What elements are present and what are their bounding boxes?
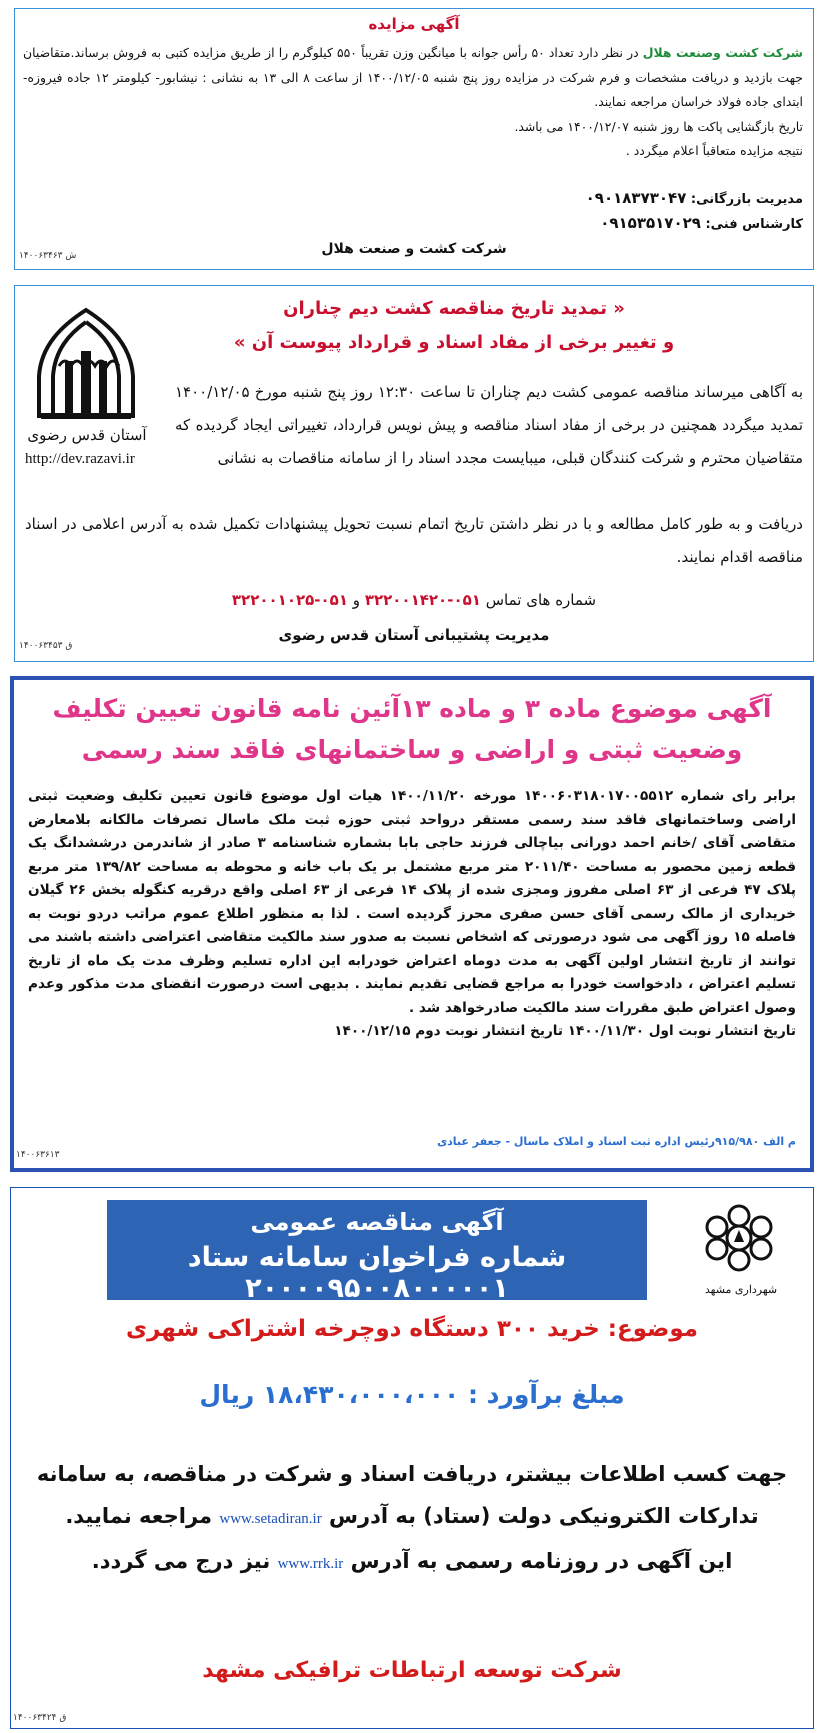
land-registration-headline-2: وضعیت ثبتی و اراضی و ساختمانهای فاقد سند رسمی bbox=[81, 735, 743, 764]
public-tender-banner-number: شماره فراخوان سامانه ستاد ۲۰۰۰۰۹۵۰۰۸۰۰۰۰۰۱ bbox=[187, 1242, 567, 1304]
phones-and: و bbox=[352, 591, 361, 609]
land-registration-signature: م الف ۹۱۵/۹۸۰رئیس اداره ثبت اسناد و املاک ماسال - جعفر عبادی bbox=[437, 1135, 796, 1148]
phone-1: ۰۵۱-۳۲۲۰۰۱۴۲۰ bbox=[364, 591, 481, 609]
tender-extension-body-2: دریافت و به طور کامل مطالعه و با در نظر داشتن تاریخ اتمام نسبت تحویل پیشنهادات تکمیل شده به آدرس اعلامی در اسناد مناقصه اقدام نمایند. bbox=[25, 515, 803, 566]
tender-extension-phones bbox=[25, 591, 803, 609]
public-tender-signature: شرکت توسعه ارتباطات ترافیکی مشهد bbox=[202, 1658, 622, 1683]
phone-2: ۰۵۱-۳۲۲۰۰۱۰۲۵ bbox=[231, 591, 348, 609]
technical-phone: ۰۹۱۵۳۵۱۷۰۲۹ bbox=[600, 214, 701, 232]
land-registration-dates: تاریخ انتشار نوبت اول ۱۴۰۰/۱۱/۳۰ تاریخ انتشار نوبت دوم ۱۴۰۰/۱۲/۱۵ bbox=[334, 1023, 796, 1039]
land-registration-body bbox=[28, 785, 796, 1044]
auction-ad bbox=[14, 8, 814, 270]
phones-label: شماره های تماس bbox=[485, 591, 597, 609]
public-tender-line-3 bbox=[25, 1540, 799, 1585]
auction-ad-title: آگهی مزایده bbox=[368, 15, 460, 33]
technical-label: کارشناس فنی: bbox=[705, 217, 803, 232]
auction-ad-deadline: تاریخ بازگشایی پاکت ها روز شنبه ۱۴۰۰/۱۲/۰۷ می باشد. bbox=[514, 118, 803, 134]
public-tender-code: ق ۱۴۰۰۶۳۴۲۴ bbox=[13, 1713, 67, 1723]
auction-ad-body bbox=[23, 41, 803, 164]
tender-extension-code: ق ۱۴۰۰۶۳۴۵۳ bbox=[19, 641, 73, 651]
mashhad-municipality-logo-text: شهرداری مشهد bbox=[704, 1283, 778, 1296]
tender-extension-body bbox=[175, 376, 803, 475]
commercial-phone: ۰۹۰۱۸۳۷۳۰۴۷ bbox=[585, 189, 687, 207]
auction-ad-result: نتیجه مزایده متعاقباً اعلام میگردد . bbox=[625, 143, 803, 158]
auction-ad-commercial bbox=[586, 189, 803, 207]
land-registration-text: برابر رای شماره ۱۴۰۰۶۰۳۱۸۰۱۷۰۰۵۵۱۲ مورخه ۱۴۰۰/۱۱/۲۰ هیات اول موضوع قانون تعیین تکلیف وضعیت ثبتی اراضی وساختمانهای فاقد سند رسمی مستقر درواحد ثبتی حوزه ثبت ملک ماسال تصرفات مالکانه بلامعارض متقاضی آقای /خانم احمد دورانی بیاچالی فرزند حاجی بابا بشماره شناسنامه ۳ صادر از شاندرمن درششدانگ یک قطعه زمین محصور به مساحت ۲۰۱۱/۴۰ متر مربع مشتمل بر یک باب خانه و محوطه به مساحت ۱۳۹/۸۲ متر مربع پلاک ۴۷ فرعی از ۶۳ اصلی مفروز ومجزی شده از پلاک ۱۴ فرعی از ۶۳ اصلی واقع درقریه کنگوله بخش ۲۶ گیلان خریداری از مالک رسمی آقای حسن صفری محرز گردیده است . لذا به منظور اطلاع عموم مراتب دردو نوبت به فاصله ۱۵ روز آگهی می شود درصورتی که اشخاص نسبت به صدور سند مالکیت متقاضی اعتراضی داشته باشند می توانند از تاریخ انتشار اولین آگهی به مدت دوماه اعتراض خودرابه این اداره تسلیم وظرف مدت یک ماه از تاریخ تسلیم اعتراض ، دادخواست خودرا به مراجع قضایی تقدیم نمایند . بدیهی است درصورت انقضای مدت مذکور وعدم وصول اعتراض طبق مقررات سند مالکیت صادرخواهد شد . bbox=[28, 788, 797, 1016]
public-tender-line-1: جهت کسب اطلاعات بیشتر، دریافت اسناد و شرکت در مناقصه، به سامانه bbox=[36, 1462, 788, 1486]
public-tender-banner-title: آگهی مناقصه عمومی bbox=[250, 1208, 504, 1236]
public-tender-amount: مبلغ برآورد : ۱۸،۴۳۰،۰۰۰،۰۰۰ ریال bbox=[199, 1380, 625, 1409]
setadiran-link[interactable]: www.setadiran.ir bbox=[219, 1511, 322, 1527]
public-tender-line-2a: تدارکات الکترونیکی دولت (ستاد) به آدرس bbox=[329, 1504, 759, 1528]
public-tender-line-2 bbox=[25, 1495, 799, 1540]
public-tender-body bbox=[25, 1453, 799, 1585]
public-tender-banner bbox=[107, 1200, 647, 1304]
public-tender-line-3a: این آگهی در روزنامه رسمی به آدرس bbox=[350, 1549, 733, 1573]
land-registration-headline-1: آگهی موضوع ماده ۳ و ماده ۱۳آئین نامه قانون تعیین تکلیف bbox=[52, 694, 772, 723]
auction-ad-code: ش ۱۴۰۰۶۳۴۶۳ bbox=[19, 251, 77, 261]
tender-extension-headline-2: و تغییر برخی از مفاد اسناد و قرارداد پیوست آن » bbox=[233, 332, 675, 353]
public-tender-subject: موضوع: خرید ۳۰۰ دستگاه دوچرخه اشتراکی شهری bbox=[125, 1316, 699, 1342]
public-tender-line-3b: نیز درج می گردد. bbox=[91, 1549, 271, 1573]
tender-extension-signature: مدیریت پشتیبانی آستان قدس رضوی bbox=[278, 626, 550, 644]
tender-extension-text: به آگاهی میرساند مناقصه عمومی کشت دیم چناران تا ساعت ۱۲:۳۰ روز پنج شنبه مورخ ۱۴۰۰/۱۲/۰۵ تمدید میگردد همچنین در برخی از مفاد اسناد مناقصه و پیش نویس قرارداد، تغییراتی ایجاد گردیده که متقاضیان محترم و شرکت کنندگان قبلی، میبایست مجدد اسناد را از سامانه مناقصات به نشانی bbox=[175, 383, 804, 467]
land-registration-ad bbox=[10, 676, 814, 1172]
astan-quds-logo-text: آستان قدس رضوی bbox=[27, 426, 147, 444]
auction-ad-technical bbox=[600, 214, 803, 232]
auction-ad-company-inline: شرکت کشت وصنعت هلال bbox=[642, 45, 803, 60]
tender-extension-url[interactable]: http://dev.razavi.ir bbox=[25, 451, 135, 467]
tender-extension-ad bbox=[14, 285, 814, 662]
public-tender-line-2b: مراجعه نمایید. bbox=[65, 1504, 213, 1528]
auction-ad-text: در نظر دارد تعداد ۵۰ رأس جوانه با میانگین وزن تقریباً ۵۵۰ کیلوگرم را از طریق مزایده کتبی به فروش برساند.متقاضیان جهت بازدید و دریافت مشخصات و فرم شرکت در مزایده روز پنج شنبه ۱۴۰۰/۱۲/۰۵ از ساعت ۸ الی ۱۳ به نشانی : نیشابور- کیلومتر ۱۲ جاده فیروزه- ابتدای جاده فولاد خراسان مراجعه نمایند. bbox=[23, 45, 803, 109]
public-tender-ad bbox=[10, 1187, 814, 1729]
rrk-link[interactable]: www.rrk.ir bbox=[277, 1556, 344, 1572]
land-registration-code: ۱۴۰۰۶۳۶۱۳ bbox=[16, 1150, 60, 1160]
astan-quds-logo-icon bbox=[21, 306, 151, 426]
auction-ad-signature: شرکت کشت و صنعت هلال bbox=[321, 241, 507, 257]
commercial-label: مدیریت بازرگانی: bbox=[690, 192, 803, 207]
tender-extension-headline-1: « تمدید تاریخ مناقصه کشت دیم چناران bbox=[283, 298, 625, 319]
